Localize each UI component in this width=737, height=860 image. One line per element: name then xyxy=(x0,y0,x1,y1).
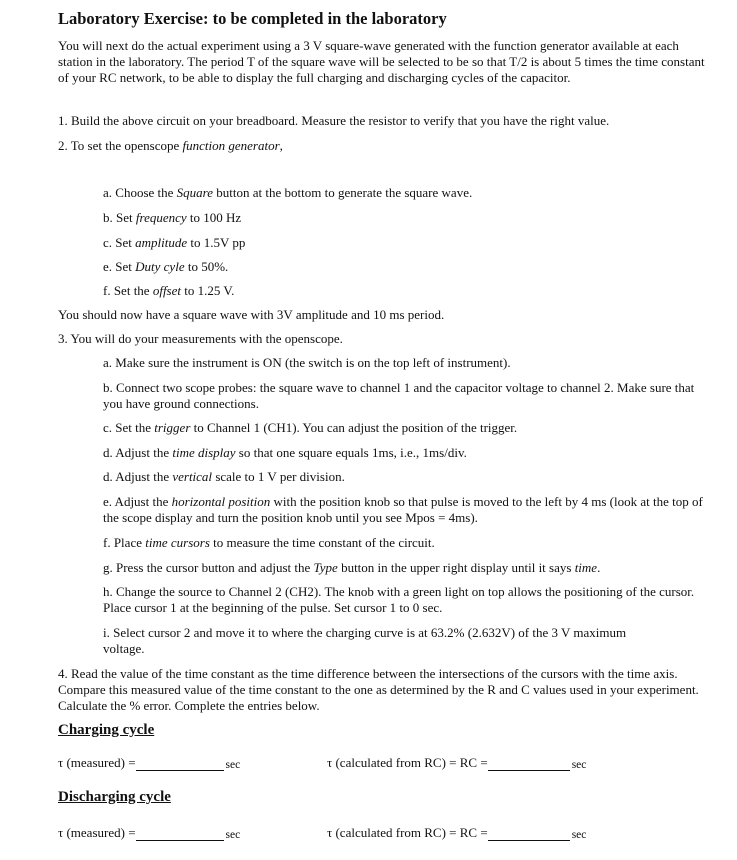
discharging-calculated-blank[interactable] xyxy=(488,828,570,841)
document-title: Laboratory Exercise: to be completed in the laboratory xyxy=(58,9,447,28)
step-3h: h. Change the source to Channel 2 (CH2). The knob with a green light on top allows the positioning of the cursor. Place cursor 1 at the beginning of the pulse. Set cursor 1 to 0 sec. xyxy=(103,584,695,615)
discharging-measured-blank[interactable] xyxy=(136,828,224,841)
step-2b: b. Set frequency to 100 Hz xyxy=(103,210,242,225)
charging-calculated-unit: sec xyxy=(571,759,587,771)
discharging-calculated-label: τ (calculated from RC) = RC = xyxy=(327,825,488,840)
discharging-calculated-row xyxy=(327,825,586,841)
charging-calculated-label: τ (calculated from RC) = RC = xyxy=(327,755,488,770)
discharging-calculated-unit: sec xyxy=(571,829,587,841)
charging-calculated-blank[interactable] xyxy=(488,758,570,771)
step-3g: g. Press the cursor button and adjust the Type button in the upper right display until it says time. xyxy=(103,560,601,575)
step-4: 4. Read the value of the time constant as the time difference between the intersections of the cursors with the time axis. Compare this measured value of the time constant to the one as determined by the R and C values used in your experiment. Calculate the % error. Complete the entries below. xyxy=(58,666,699,713)
intro-paragraph: You will next do the actual experiment using a 3 V square-wave generated with the function generator available at each station in the laboratory. The period T of the square wave will be selected to be so that T/2 is about 5 times the time constant of your RC network, to be able to display the full charging and discharging cycles of the capacitor. xyxy=(58,38,705,85)
step-2 xyxy=(58,138,283,154)
step-3: 3. You will do your measurements with the openscope. xyxy=(58,331,343,346)
step-3a: a. Make sure the instrument is ON (the switch is on the top left of instrument). xyxy=(103,355,511,370)
discharging-measured-row xyxy=(58,825,240,841)
step-1: 1. Build the above circuit on your breadboard. Measure the resistor to verify that you have the right value. xyxy=(58,113,610,128)
step-2-emphasis: function generator xyxy=(182,138,280,153)
charging-measured-label: τ (measured) = xyxy=(58,755,136,770)
step-3d-vertical: d. Adjust the vertical scale to 1 V per division. xyxy=(103,469,345,484)
step-2-suffix: , xyxy=(279,138,283,153)
step-3d-time: d. Adjust the time display so that one square equals 1ms, i.e., 1ms/div. xyxy=(103,445,467,460)
step-2a: a. Choose the Square button at the bottom to generate the square wave. xyxy=(103,185,473,200)
discharging-cycle-heading: Discharging cycle xyxy=(58,789,171,805)
step-3i: i. Select cursor 2 and move it to where the charging curve is at 63.2% (2.632V) of the 3 V maximum voltage. xyxy=(103,625,627,656)
step-3b: b. Connect two scope probes: the square wave to channel 1 and the capacitor voltage to channel 2. Make sure that you have ground connections. xyxy=(103,380,695,411)
step-2-prefix: 2. To set the openscope xyxy=(58,138,183,153)
charging-cycle-heading: Charging cycle xyxy=(58,722,155,738)
step-2c: c. Set amplitude to 1.5V pp xyxy=(103,235,246,250)
step-2e: e. Set Duty cyle to 50%. xyxy=(103,259,229,274)
charging-calculated-row xyxy=(327,755,586,771)
charging-measured-row xyxy=(58,755,240,771)
charging-measured-unit: sec xyxy=(225,759,241,771)
step-3e: e. Adjust the horizontal position with the position knob so that pulse is moved to the left by 4 ms (look at the top of the scope display and turn the position knob until you see Mpos = 4ms). xyxy=(103,494,703,525)
square-wave-note: You should now have a square wave with 3V amplitude and 10 ms period. xyxy=(58,307,445,322)
discharging-measured-label: τ (measured) = xyxy=(58,825,136,840)
charging-measured-blank[interactable] xyxy=(136,758,224,771)
step-2f: f. Set the offset to 1.25 V. xyxy=(103,283,235,298)
step-3f: f. Place time cursors to measure the time constant of the circuit. xyxy=(103,535,435,550)
discharging-measured-unit: sec xyxy=(225,829,241,841)
step-3c: c. Set the trigger to Channel 1 (CH1). You can adjust the position of the trigger. xyxy=(103,420,518,435)
